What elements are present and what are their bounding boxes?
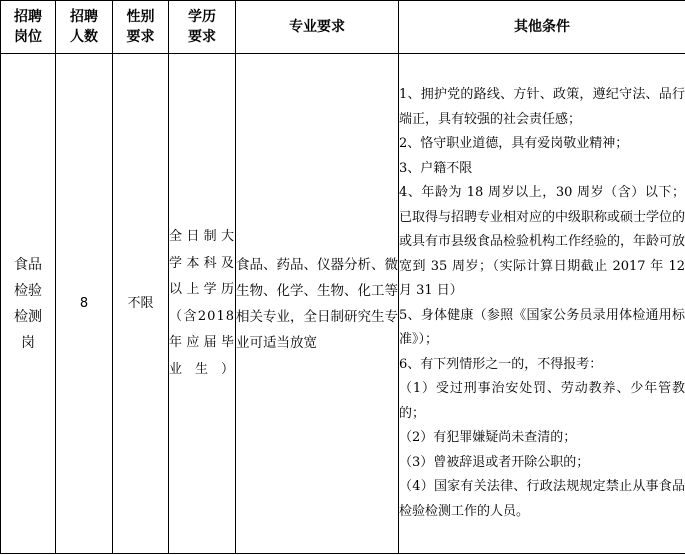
header-major: 专业要求 [236, 1, 399, 54]
cell-gender: 不限 [113, 54, 169, 554]
condition-item: 6、有下列情形之一的，不得报考： [399, 356, 603, 372]
header-other: 其他条件 [399, 1, 685, 54]
condition-item: 3、户籍不限 [399, 160, 473, 176]
header-education: 学历 要求 [169, 1, 236, 54]
condition-item: （3）曾被辞退或者开除公职的； [399, 454, 590, 470]
cell-education: 全日制大学本科及以上学历（含2018年应届毕业生） [169, 54, 236, 554]
table-row [1, 54, 685, 554]
condition-item: 5、身体健康（参照《国家公务员录用体检通用标准》）； [399, 307, 685, 347]
condition-item: 4、年龄为 18 周岁以上，30 周岁（含）以下；已取得与招聘专业相对应的中级职称或硕士学位的或具有市县级食品检验机构工作经验的，年龄可放宽到 35 周岁；（实际计算日期截止 2017 年 12 月 31 日） [399, 185, 685, 298]
cell-major: 食品、药品、仪器分析、微生物、化学、生物、化工等相关专业，全日制研究生专业可适当放宽 [236, 54, 399, 554]
header-gender: 性别 要求 [113, 1, 169, 54]
condition-item: 1、拥护党的路线、方针、政策，遵纪守法、品行端正，具有较强的社会责任感； [399, 87, 685, 127]
header-row [1, 1, 685, 54]
cell-count: 8 [56, 54, 113, 554]
cell-post: 食品 检验 检测 岗 [1, 54, 56, 554]
condition-item: （2）有犯罪嫌疑尚未查清的； [399, 430, 577, 445]
condition-item: 2、恪守职业道德，具有爱岗敬业精神； [399, 136, 629, 151]
condition-item: （4）国家有关法律、行政法规规定禁止从事食品检验检测工作的人员。 [399, 479, 685, 519]
cell-other [399, 54, 685, 554]
header-count: 招聘 人数 [56, 1, 113, 54]
header-post: 招聘 岗位 [1, 1, 56, 54]
condition-item: （1）受过刑事治安处罚、劳动教养、少年管教的； [399, 381, 685, 421]
